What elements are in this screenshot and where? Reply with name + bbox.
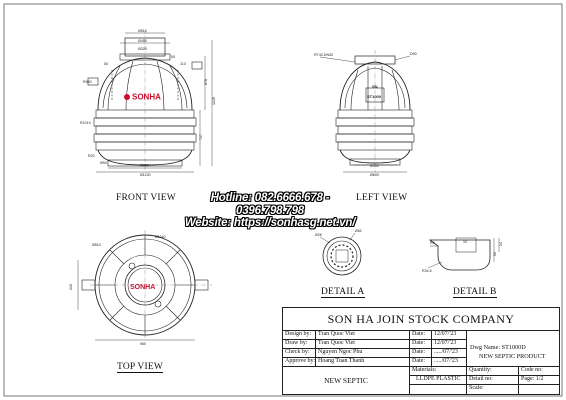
front-dim-3: Ø320 — [138, 47, 147, 51]
front-dim-13: 878 — [204, 79, 208, 85]
check-by-label: Check by: — [285, 349, 310, 355]
check-date: ...../07/'23 — [434, 349, 458, 355]
detail-no-label: Detail no: — [469, 376, 493, 382]
draw-by-label: Draw by: — [285, 340, 308, 346]
top-dim-2: Ø1140 — [155, 235, 166, 239]
design-by-label: Design by: — [285, 331, 312, 337]
front-dim-11: Ø860 — [140, 163, 149, 168]
left-mark-2: ST1000 — [367, 94, 382, 99]
company-name: SON HA JOIN STOCK COMPANY — [283, 308, 559, 331]
title-block — [282, 307, 560, 395]
front-dim-12: Ø94 — [100, 161, 107, 165]
website-text: Website: https://sonhasg.net.vn/ — [184, 217, 356, 229]
front-dim-4: 50 — [171, 55, 175, 59]
top-dim-3: 960 — [140, 342, 146, 346]
left-view-drawing — [320, 50, 414, 172]
front-dim-14: 1245 — [212, 97, 216, 105]
draw-date-label: Date: — [412, 340, 425, 346]
dwg-name-label: Dwg Name: — [470, 344, 501, 351]
approve-by-name: Hoang Tuan Thanh — [318, 358, 365, 364]
front-logo-text: SONHA — [132, 92, 161, 102]
detail-a-dim-1: Ø26 — [315, 233, 322, 237]
approve-date-label: Date: — [412, 358, 425, 364]
code-no-label: Code no: — [521, 367, 543, 373]
design-date-label: Date: — [412, 331, 425, 337]
quantity-label: Quantity: — [469, 367, 492, 373]
left-dim-3: Ø300 — [370, 164, 379, 168]
top-view-label: TOP VIEW — [117, 362, 164, 372]
front-dim-6: 50 — [104, 62, 108, 66]
detail-b-dim-1: R5 — [430, 241, 435, 245]
detail-a-drawing — [320, 233, 361, 275]
design-date: 12/07/'23 — [434, 331, 457, 337]
left-view-label: LEFT VIEW — [356, 193, 408, 203]
front-dim-7: R550 — [83, 80, 92, 84]
front-dim-10: Ø1130 — [140, 173, 151, 177]
detail-b-dim-5: 24 — [499, 242, 503, 246]
front-dim-1: Ø510 — [138, 29, 147, 33]
front-view-label: FRONT VIEW — [116, 193, 176, 203]
detail-b-dim-3: R34.5 — [422, 269, 432, 273]
scale-label: Scale: — [469, 385, 484, 391]
detail-b-label: DETAIL B — [453, 287, 497, 297]
left-mark-1: SN — [372, 84, 378, 89]
materials-label: Materials: — [412, 367, 437, 373]
left-dim-4: Ø600 — [370, 173, 379, 177]
hotline-text: Hotline: 082.6666.678 - 0396.798.798 — [210, 192, 330, 217]
hotline-watermark — [178, 192, 362, 230]
detail-b-dim-4: 93 — [493, 252, 497, 256]
product-name: NEW SEPTIC PRODUCT — [479, 353, 546, 360]
left-dim-1: RT42-DN32 — [314, 53, 334, 57]
top-dim-1: Ø510 — [92, 243, 101, 247]
check-date-label: Date: — [412, 349, 425, 355]
top-logo-text: SONHA — [130, 284, 156, 291]
front-dim-2: Ø450 — [138, 39, 147, 43]
dwg-name-area — [470, 344, 526, 352]
front-view-logo — [124, 93, 161, 102]
detail-a-label: DETAIL A — [321, 287, 365, 297]
top-dim-4: 210 — [69, 284, 73, 290]
front-dim-9: R20 — [88, 154, 95, 158]
detail-a-dim-2: Ø52 — [355, 229, 362, 233]
page-number: Page: 1/2 — [521, 376, 544, 382]
design-by-name: Tran Quoc Viet — [318, 331, 355, 337]
approve-by-label: Approve by: — [285, 358, 316, 364]
top-view-logo — [130, 284, 155, 291]
front-dim-5: 110 — [180, 62, 186, 66]
materials-value: LLDPE PLASTIC — [416, 376, 461, 382]
dwg-name: ST1000D — [501, 344, 526, 351]
project-name: NEW SEPTIC — [324, 376, 368, 385]
draw-by-name: Tran Quoc Viet — [318, 340, 355, 346]
approve-date: ...../07/'23 — [434, 358, 458, 364]
draw-date: 12/07/'23 — [434, 340, 457, 346]
detail-b-dim-2: 10 — [463, 240, 467, 244]
front-dim-8: R1019 — [80, 121, 91, 125]
left-dim-2: D90 — [410, 52, 417, 56]
front-dim-15: 717 — [199, 134, 203, 140]
check-by-name: Nguyen Ngoc Phu — [318, 349, 363, 355]
